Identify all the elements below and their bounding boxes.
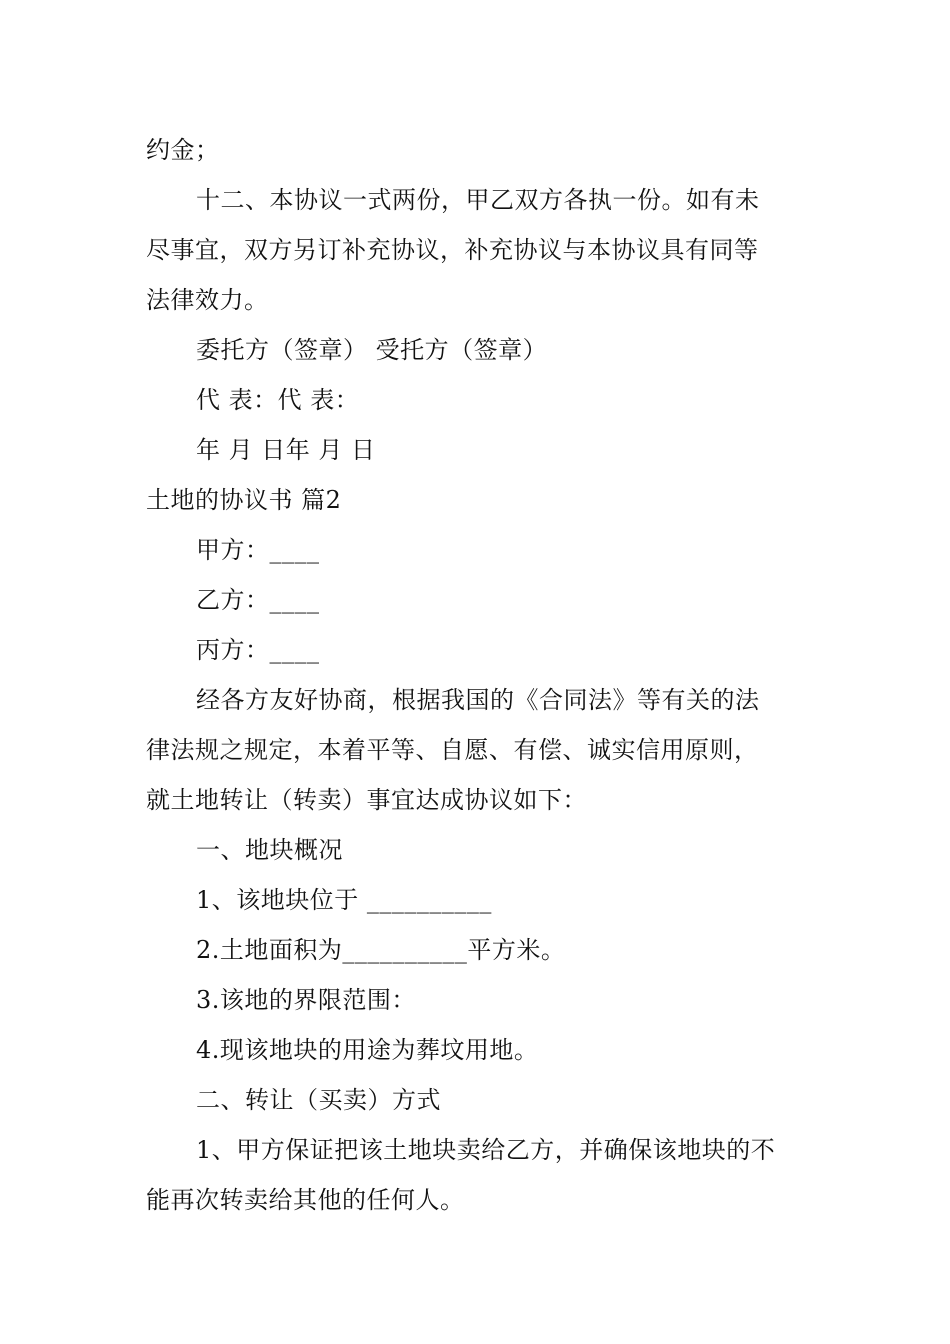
text-line: 法律效力。	[146, 286, 269, 314]
date-line: 年 月 日年 月 日	[196, 436, 376, 464]
clause-12-line: 十二、本协议一式两份，甲乙双方各执一份。如有未	[196, 186, 760, 214]
section-title: 土地的协议书 篇2	[146, 486, 342, 514]
text-line: 律法规之规定，本着平等、自愿、有偿、诚实信用原则，	[146, 736, 759, 764]
party-b-line: 乙方：____	[196, 586, 320, 614]
party-c-line: 丙方：____	[196, 636, 320, 664]
section-heading: 一、地块概况	[196, 836, 343, 864]
section-heading: 二、转让（买卖）方式	[196, 1086, 441, 1114]
party-a-line: 甲方：____	[196, 536, 320, 564]
representative-line: 代 表：代 表：	[196, 386, 360, 414]
text-line: 能再次转卖给其他的任何人。	[146, 1186, 465, 1214]
list-item: 4.现该地块的用途为葬坟用地。	[196, 1036, 539, 1064]
text-line: 就土地转让（转卖）事宜达成协议如下：	[146, 786, 587, 814]
signature-parties-line: 委托方（签章） 受托方（签章）	[196, 336, 548, 364]
text-line: 尽事宜，双方另订补充协议，补充协议与本协议具有同等	[146, 236, 759, 264]
preamble-line: 经各方友好协商，根据我国的《合同法》等有关的法	[196, 686, 760, 714]
list-item: 2.土地面积为__________平方米。	[196, 936, 566, 964]
list-item: 3.该地的界限范围：	[196, 986, 416, 1014]
list-item: 1、该地块位于 __________	[196, 886, 492, 914]
text-line: 约金；	[146, 136, 220, 164]
list-item: 1、甲方保证把该土地块卖给乙方，并确保该地块的不	[196, 1136, 776, 1164]
